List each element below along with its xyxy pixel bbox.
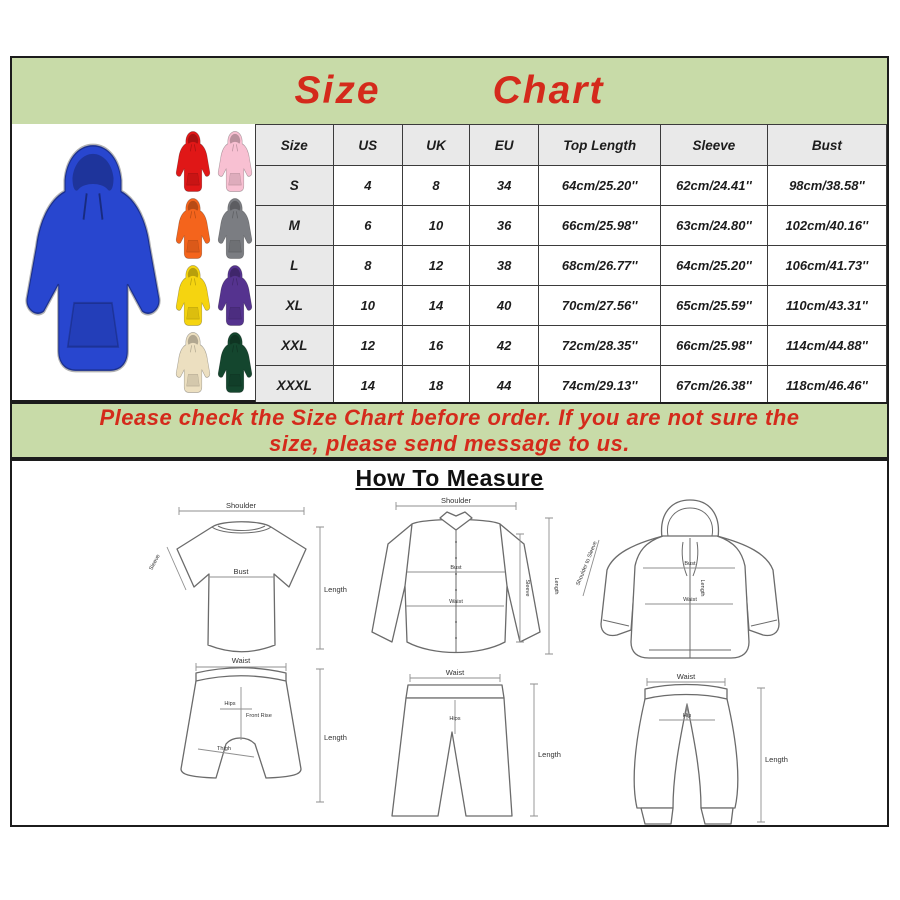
size-cell: XXL	[256, 326, 334, 366]
d1-hips-label: Hips	[224, 701, 236, 707]
table-row	[256, 326, 887, 366]
hoodie-thumbnail	[173, 128, 213, 195]
hoodie-thumbnail	[173, 195, 213, 262]
value-cell: 70cm/27.56''	[539, 286, 661, 326]
d3-length-bottom-label: Length	[765, 755, 788, 764]
d2-bust-label: Bust	[450, 565, 462, 571]
size-cell: S	[256, 166, 334, 206]
title-word-chart: Chart	[492, 69, 605, 112]
value-cell: 38	[469, 246, 538, 286]
size-chart-title-bar	[12, 58, 887, 124]
value-cell: 12	[403, 246, 470, 286]
table-row	[256, 206, 887, 246]
notice-line-1: Please check the Size Chart before order. If you are not sure the	[99, 404, 800, 430]
d2-waist-top-label: Waist	[449, 599, 463, 605]
hoodie-thumbnail	[173, 262, 213, 329]
d3-bust-label: Bust	[684, 561, 696, 567]
chart-content-row	[12, 124, 887, 400]
d3-hip-label: Hip	[682, 713, 692, 719]
d2-length-top-label: Length	[553, 577, 559, 595]
value-cell: 10	[403, 206, 470, 246]
value-cell: 114cm/44.88''	[767, 326, 886, 366]
value-cell: 44	[469, 366, 538, 406]
d1-length-top-label: Length	[324, 585, 347, 594]
value-cell: 18	[403, 366, 470, 406]
hoodie-thumbnail	[215, 128, 255, 195]
value-cell: 66cm/25.98''	[661, 326, 768, 366]
size-table-head-row	[256, 125, 887, 166]
main-hoodie-image	[14, 132, 172, 384]
d1-sleeve-label: Sleeve	[148, 553, 162, 572]
column-header: US	[333, 125, 402, 166]
notice-banner	[10, 402, 889, 459]
value-cell: 102cm/40.16''	[767, 206, 886, 246]
column-header: Sleeve	[661, 125, 768, 166]
table-row	[256, 166, 887, 206]
column-header: EU	[469, 125, 538, 166]
d1-shoulder-label: Shoulder	[225, 501, 257, 510]
d2-waist-bottom-label: Waist	[445, 668, 465, 677]
value-cell: 63cm/24.80''	[661, 206, 768, 246]
value-cell: 106cm/41.73''	[767, 246, 886, 286]
column-header: Top Length	[539, 125, 661, 166]
table-row	[256, 246, 887, 286]
tshirt-shorts-diagram	[134, 497, 349, 819]
hoodie-color-grid	[173, 128, 255, 396]
value-cell: 34	[469, 166, 538, 206]
product-photo-pane	[12, 124, 255, 400]
d2-sleeve-label: Sleeve	[524, 579, 530, 597]
d2-length-bottom-label: Length	[538, 750, 561, 759]
size-cell: L	[256, 246, 334, 286]
table-row	[256, 366, 887, 406]
value-cell: 14	[333, 366, 402, 406]
d3-length-top-label: Length	[699, 579, 705, 597]
hoodie-thumbnail	[215, 262, 255, 329]
value-cell: 8	[403, 166, 470, 206]
shirt-pants-diagram	[344, 494, 569, 824]
value-cell: 42	[469, 326, 538, 366]
value-cell: 98cm/38.58''	[767, 166, 886, 206]
title-word-size: Size	[294, 69, 381, 112]
column-header: Bust	[767, 125, 886, 166]
value-cell: 64cm/25.20''	[539, 166, 661, 206]
value-cell: 66cm/25.98''	[539, 206, 661, 246]
value-cell: 4	[333, 166, 402, 206]
d1-length-bottom-label: Length	[324, 733, 347, 742]
value-cell: 65cm/25.59''	[661, 286, 768, 326]
value-cell: 16	[403, 326, 470, 366]
value-cell: 10	[333, 286, 402, 326]
main-hoodie-svg	[14, 132, 172, 384]
value-cell: 67cm/26.38''	[661, 366, 768, 406]
d1-bust-label: Bust	[233, 567, 249, 576]
hoodie-thumbnail	[215, 195, 255, 262]
value-cell: 40	[469, 286, 538, 326]
size-table	[255, 124, 887, 406]
size-table-body	[256, 166, 887, 406]
value-cell: 64cm/25.20''	[661, 246, 768, 286]
d1-thigh-label: Thigh	[217, 746, 231, 752]
d3-waist-bottom-label: Waist	[676, 672, 696, 681]
size-chart-panel	[10, 56, 889, 402]
value-cell: 6	[333, 206, 402, 246]
d2-hips-label: Hips	[449, 716, 461, 722]
hoodie-thumbnail	[215, 329, 255, 396]
d3-waist-top-label: Waist	[683, 597, 697, 603]
notice-line-2: size, please send message to us.	[269, 430, 630, 456]
value-cell: 62cm/24.41''	[661, 166, 768, 206]
size-cell: M	[256, 206, 334, 246]
d3-shoulder-to-sleeve-label: Shoulder to Sleeve	[575, 540, 599, 587]
value-cell: 14	[403, 286, 470, 326]
how-to-measure-panel	[10, 459, 889, 827]
d1-front-rise-label: Front Rise	[246, 713, 272, 719]
column-header: Size	[256, 125, 334, 166]
size-cell: XXXL	[256, 366, 334, 406]
value-cell: 118cm/46.46''	[767, 366, 886, 406]
value-cell: 12	[333, 326, 402, 366]
value-cell: 36	[469, 206, 538, 246]
size-cell: XL	[256, 286, 334, 326]
value-cell: 72cm/28.35''	[539, 326, 661, 366]
value-cell: 68cm/26.77''	[539, 246, 661, 286]
column-header: UK	[403, 125, 470, 166]
value-cell: 8	[333, 246, 402, 286]
value-cell: 110cm/43.31''	[767, 286, 886, 326]
hoodie-thumbnail	[173, 329, 213, 396]
d2-shoulder-label: Shoulder	[440, 496, 472, 505]
table-row	[256, 286, 887, 326]
value-cell: 74cm/29.13''	[539, 366, 661, 406]
d1-waist-label: Waist	[231, 656, 251, 665]
hoodie-joggers-diagram	[575, 492, 807, 828]
how-to-measure-heading: How To Measure	[355, 465, 544, 491]
